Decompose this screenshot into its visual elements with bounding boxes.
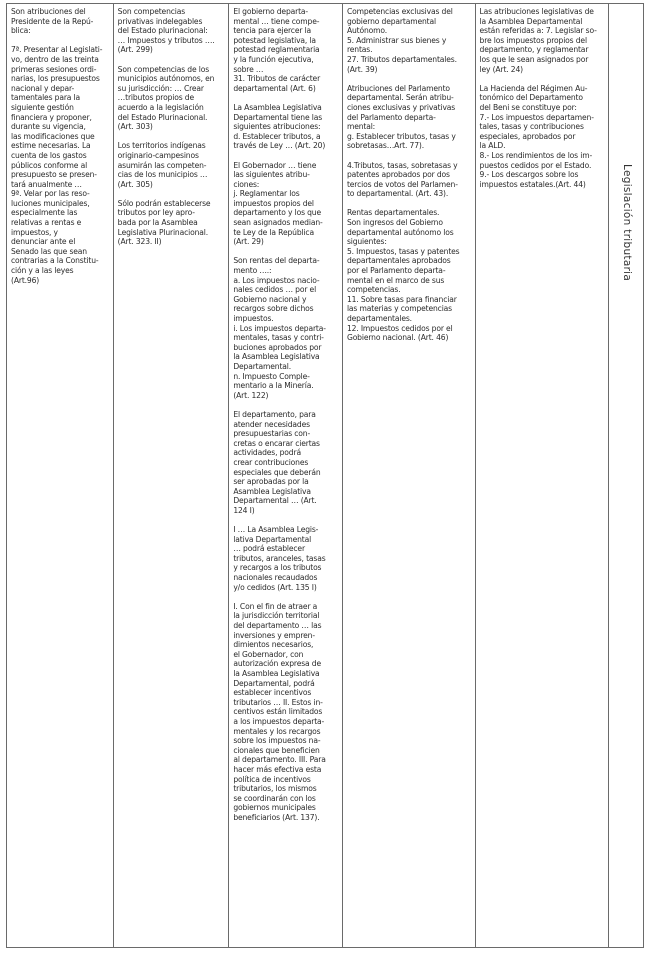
row-label: Legislación tributaria bbox=[620, 164, 633, 282]
paragraph: Las atribuciones legislativas de la Asamblea Departamental están referidas a: 7. Legislar so- bre los impuestos propios del departamento, y reglamentar los que le sean asignados por ley (Art. 24) bbox=[479, 7, 597, 74]
paragraph: El Gobernador … tiene las siguientes atribu- ciones: j. Reglamentar los impuestos propios del departamento y los que sean asignados median- te Ley de la República (Art. 29) bbox=[233, 160, 323, 247]
paragraph: Competencias exclusivas del gobierno departamental Autónomo. 5. Administrar sus bienes y rentas. 27. Tributos departamentales. (Art. 39) bbox=[346, 7, 457, 74]
paragraph: Los territorios indígenas originario-campesinos asumirán las competen- cias de los municipios … (Art. 305) bbox=[117, 141, 208, 189]
column-constitution-2009 bbox=[114, 4, 230, 947]
paragraph: La Asamblea Legislativa Departamental tiene las siguientes atribuciones: d. Establecer tributos, a través de Ley … (Art. 20) bbox=[233, 102, 326, 151]
row-label-column bbox=[609, 4, 643, 947]
paragraph: Son rentas del departa- mento ….: a. Los impuestos nacio- nales cedidos … por el Gobierno nacional y recargos sobre dichos impuestos. i. Los impuestos departa- mentales, tasas y contri- buciones aprobados por la Asamblea Legislativa Departamental. n. Impuesto Comple- mentario a la Minería. (Art. 122) bbox=[233, 256, 326, 400]
paragraph: Rentas departamentales. Son ingresos del Gobierno departamental autónomo los siguientes: 5. Impuestos, tasas y patentes departamentales aprobados por el Parlamento departa- mental en el marco de sus competencias. 11. Sobre tasas para financiar las materias y competencias departamentales. 12. Impuestos cedidos por el Gobierno nacional. (Art. 46) bbox=[346, 208, 460, 343]
column-departmental-statute-b bbox=[343, 4, 476, 947]
column-beni-statute bbox=[476, 4, 610, 947]
paragraph: 4.Tributos, tasas, sobretasas y patentes aprobados por dos tercios de votos del Parlamen- to departamental. (Art. 43). bbox=[346, 160, 458, 199]
paragraph: Son atribuciones del Presidente de la Repú- blica: bbox=[11, 7, 94, 36]
paragraph: Sólo podrán establecerse tributos por ley apro- bada por la Asamblea Legislativa Plurinacional. (Art. 323. II) bbox=[117, 198, 211, 247]
paragraph: Atribuciones del Parlamento departamental. Serán atribu- ciones exclusivas y privativas del Parlamento departa- mental: g. Establecer tributos, tasas y sobretasas…Art. 77). bbox=[346, 83, 456, 151]
paragraph: La Hacienda del Régimen Au- tonómico del Departamento del Beni se constituye por: 7.- Los impuestos departamen- tales, tasas y contribuciones especiales, aprobados por la ALD. 8.- Los rendimientos de los im- puestos cedidos por el Estado. 9.- Los descargos sobre los impuestos estatales.(Art. 44) bbox=[479, 83, 594, 189]
tax-legislation-table bbox=[6, 3, 644, 948]
paragraph: Son competencias de los municipios autónomos, en su jurisdicción: … Crear …tributos propios de acuerdo a la legislación del Estado Plurinacional. (Art. 303) bbox=[117, 64, 215, 132]
paragraph: Son competencias privativas indelegables del Estado plurinacional: … Impuestos y tributos …. (Art. 299) bbox=[117, 7, 215, 55]
paragraph: I. Con el fin de atraer a la jurisdicción territorial del departamento … las inversiones y empren- dimientos necesarios, el Gobernador, con autorización expresa de la Asamblea Legislativa Departamental, podrá establecer incentivos tributarios … II. Estos in- centivos están limitados a los impuestos departa- mentales y los recargos sobre los impuestos na- cionales que beneficien al departamento. III. Para hacer más efectiva esta política de incentivos tributarios, los mismos se coordinarán con los gobiernos municipales beneficiarios (Art. 137). bbox=[233, 601, 326, 822]
paragraph: El gobierno departa- mental … tiene compe- tencia para ejercer la potestad legislativa, la potestad reglamentaria y la función ejecutiva, sobre … 31. Tributos de carácter departamental (Art. 6) bbox=[233, 7, 321, 93]
paragraph: El departamento, para atender necesidades presupuestarias con- cretas o encarar ciertas actividades, podrá crear contribuciones especiales que deberán ser aprobadas por la Asamblea Legislativa Departamental … (Art. 124 I) bbox=[233, 409, 321, 515]
paragraph: I … La Asamblea Legis- lativa Departamental … podrá establecer tributos, aranceles, tasas y recargos a los tributos nacionales recaudados y/o cedidos (Art. 135 I) bbox=[233, 525, 326, 592]
paragraph: 7ª. Presentar al Legislati- vo, dentro de las treinta primeras sesiones ordi- narias, los presupuestos nacional y depar- tamentales para la siguiente gestión financiera y proponer, durante su vigencia, las modificaciones que estime necesarias. La cuenta de los gastos públicos conforme al presupuesto se presen- tará anualmente … 9ª. Velar por las reso- luciones municipales, especialmente las relativas a rentas e impuestos, y denunciar ante el Senado las que sean contrarias a la Constitu- ción y a las leyes (Art.96) bbox=[11, 45, 103, 285]
column-constitution-1967 bbox=[7, 4, 114, 947]
column-departmental-statute-a bbox=[229, 4, 343, 947]
